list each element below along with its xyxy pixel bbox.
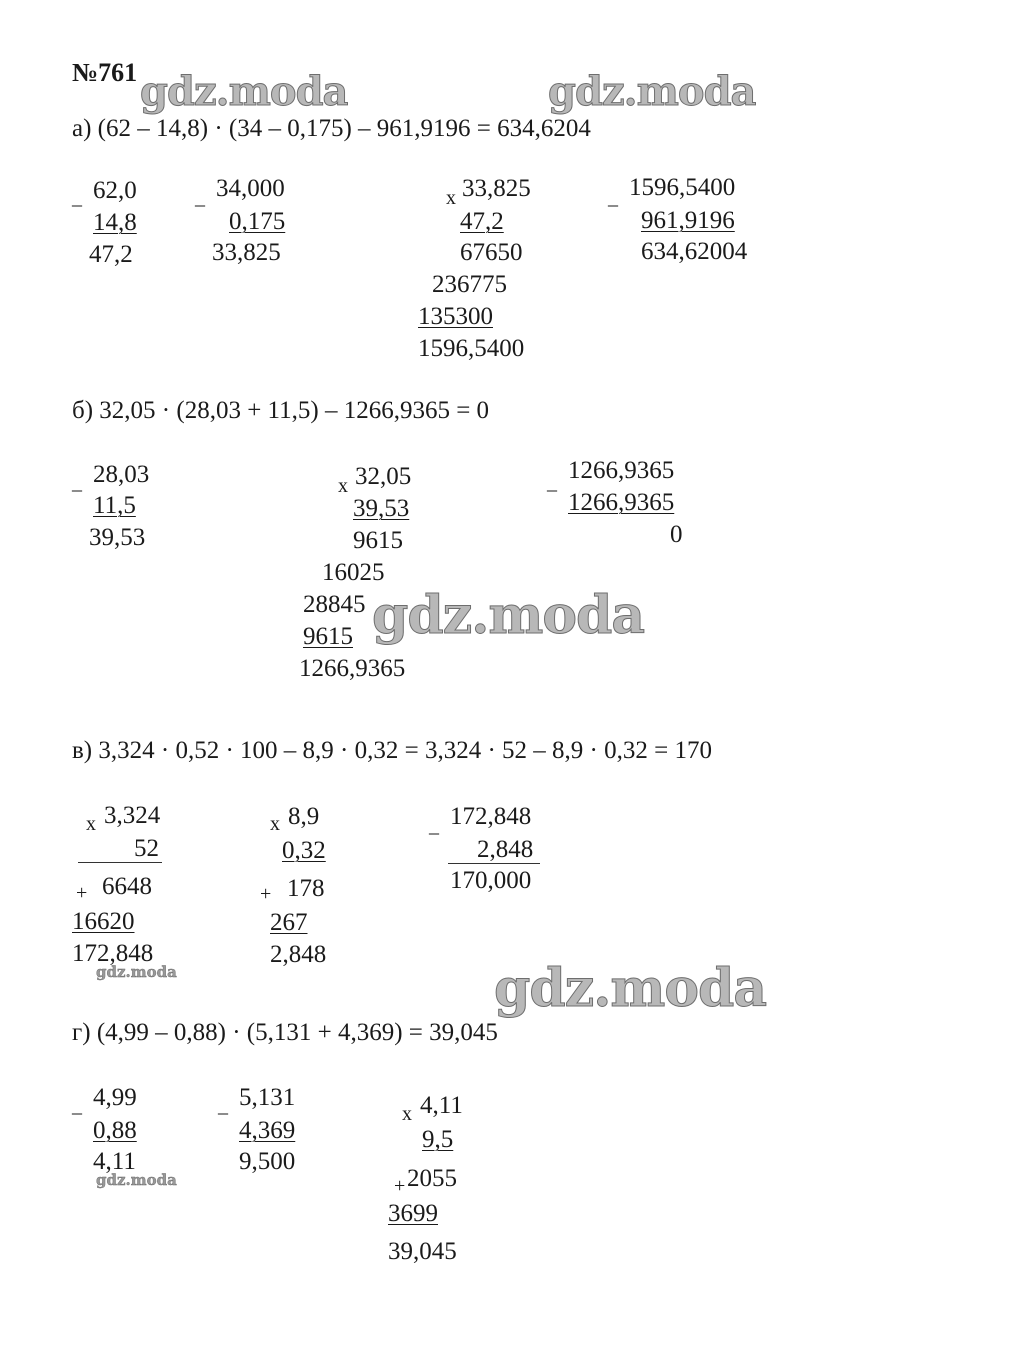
expression-g: г) (4,99 – 0,88) · (5,131 + 4,369) = 39,045	[72, 1019, 498, 1046]
calc-line: 39,53	[353, 495, 410, 522]
calc-line: 172,848	[450, 803, 532, 830]
minus-sign: _	[72, 1095, 82, 1117]
calc-line: 5,131	[239, 1084, 296, 1111]
calc-result: 39,53	[89, 524, 146, 551]
calc-line: 236775	[432, 271, 507, 298]
plus-sign: +	[394, 1175, 406, 1197]
calc-result: 47,2	[89, 241, 133, 268]
calc-line: 3,324	[104, 802, 161, 829]
calc-line: 178	[287, 875, 325, 902]
watermark: gdz.moda	[96, 1171, 177, 1189]
calc-result: 39,045	[388, 1238, 457, 1265]
times-sign: x	[270, 813, 280, 835]
calc-line: 9,5	[422, 1126, 454, 1153]
calc-line: 1266,9365	[568, 457, 675, 484]
calc-line: 9615	[303, 623, 353, 650]
calc-line: 0,175	[229, 208, 286, 235]
calc-line: 135300	[418, 303, 493, 330]
calc-line: 2055	[407, 1165, 457, 1192]
calc-line: 3699	[388, 1200, 438, 1227]
times-sign: x	[446, 187, 456, 209]
calc-result: 1266,9365	[299, 655, 406, 682]
calc-line: 1596,5400	[629, 174, 736, 201]
problem-number: №761	[72, 58, 138, 87]
calc-line: 28845	[303, 591, 366, 618]
plus-sign: +	[76, 882, 88, 904]
watermark: gdz.moda	[96, 963, 177, 981]
minus-sign: _	[429, 815, 439, 837]
minus-sign: _	[72, 187, 82, 209]
calc-line: 14,8	[93, 209, 137, 236]
watermark: gdz.moda	[372, 585, 645, 646]
minus-sign: _	[547, 472, 557, 494]
times-sign: x	[402, 1103, 412, 1125]
calc-line: 4,99	[93, 1084, 137, 1111]
calc-line: 1266,9365	[568, 489, 675, 516]
expression-v: в) 3,324 · 0,52 · 100 – 8,9 · 0,32 = 3,324 · 52 – 8,9 · 0,32 = 170	[72, 737, 712, 764]
calc-line: 34,000	[216, 175, 285, 202]
expression-b: б) 32,05 · (28,03 + 11,5) – 1266,9365 = 0	[72, 397, 490, 424]
calc-line: 47,2	[460, 208, 504, 235]
calc-line: 28,03	[93, 461, 150, 488]
calc-line: 16025	[322, 559, 385, 586]
calc-line: 11,5	[93, 492, 136, 519]
calc-line: 2,848	[477, 836, 534, 863]
minus-sign: _	[608, 187, 618, 209]
calc-line: 9615	[353, 527, 403, 554]
calc-line: 0,32	[282, 837, 326, 864]
calc-line: 267	[270, 909, 308, 936]
calc-result: 0	[670, 521, 683, 548]
plus-sign: +	[260, 883, 272, 905]
calc-line: 52	[134, 835, 159, 862]
watermark: gdz.moda	[494, 958, 767, 1019]
calc-line: 961,9196	[641, 207, 735, 234]
minus-sign: _	[218, 1095, 228, 1117]
calc-line: 32,05	[355, 463, 412, 490]
calc-result: 172,848	[72, 940, 154, 967]
calc-result: 33,825	[212, 239, 281, 266]
calc-line: 4,11	[420, 1092, 463, 1119]
calc-line: 4,369	[239, 1117, 296, 1144]
calc-line: 67650	[460, 239, 523, 266]
calc-line: 16620	[72, 908, 135, 935]
calc-result: 2,848	[270, 941, 327, 968]
calc-result: 9,500	[239, 1148, 296, 1175]
calc-line: 0,88	[93, 1117, 137, 1144]
expression-a: а) (62 – 14,8) · (34 – 0,175) – 961,9196 = 634,6204	[72, 115, 591, 142]
times-sign: x	[338, 475, 348, 497]
calc-result: 170,000	[450, 867, 532, 894]
calc-line: 33,825	[462, 175, 531, 202]
calc-line: 62,0	[93, 177, 137, 204]
calc-line: 8,9	[288, 803, 320, 830]
calc-result: 634,62004	[641, 238, 748, 265]
times-sign: x	[86, 813, 96, 835]
calc-line: 6648	[102, 873, 152, 900]
watermark: gdz.moda	[140, 68, 348, 115]
minus-sign: _	[195, 187, 205, 209]
minus-sign: _	[72, 472, 82, 494]
watermark: gdz.moda	[548, 68, 756, 115]
calc-result: 1596,5400	[418, 335, 525, 362]
calc-result: 4,11	[93, 1148, 136, 1175]
